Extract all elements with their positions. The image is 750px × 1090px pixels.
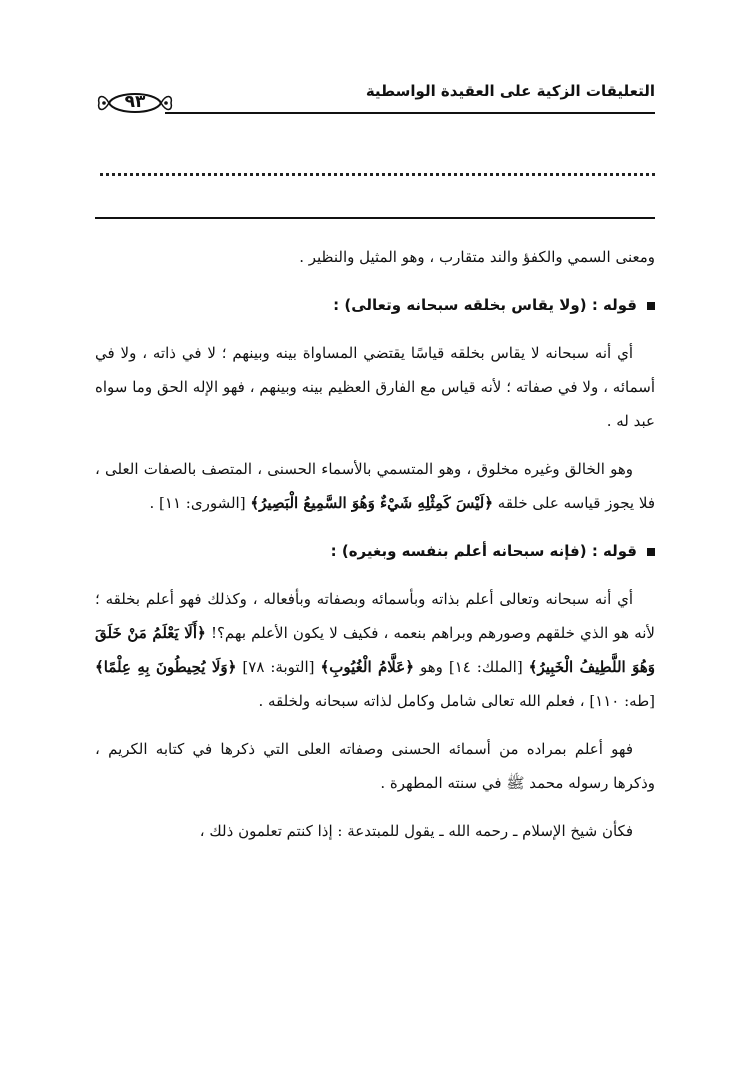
verse-reference: [الملك: ١٤] وهو: [419, 658, 523, 676]
heading-text: قوله : (ولا يقاس بخلقه سبحانه وتعالى) :: [333, 296, 637, 314]
section-rule: [95, 217, 655, 219]
paragraph: أي أنه سبحانه لا يقاس بخلقه قياسًا يقتضي المساواة بينه وبينهم ؛ لا في ذاته ، ولا في أسمائه ، ولا في صفاته ؛ لأنه قياس مع الفارق العظيم بينه وبينهم ، فهو الإله الحق وما سواه عبد له .: [95, 344, 655, 430]
verse-reference: [التوبة: ٧٨]: [242, 658, 315, 676]
quran-verse: ﴿وَلَا يُحِيطُونَ بِهِ عِلْمًا﴾: [95, 658, 237, 676]
square-bullet-icon: [647, 548, 655, 556]
paragraph-text: أي أنه سبحانه وتعالى أعلم بذاته وبأسمائه وبصفاته وبأفعاله ، وكذلك فهو أعلم بخلقه ؛ لأنه هو الذي خلقهم وصورهم وبراهم بنعمه ، فكيف لا يكون الأعلم بهم؟!: [95, 590, 655, 642]
dotted-separator: [100, 173, 655, 176]
paragraph: [95, 452, 655, 520]
page-number: ٩٣: [124, 92, 146, 112]
page-body: [95, 240, 655, 862]
paragraph-text: وهو الخالق وغيره مخلوق ، وهو المتسمي بالأسماء الحسنى ، المتصف بالصفات العلى ، فلا يجوز قياسه على خلقه: [95, 460, 655, 512]
header-rule: [165, 112, 655, 114]
running-title: التعليقات الزكية على العقيدة الواسطية: [365, 82, 655, 100]
paragraph: فكأن شيخ الإسلام ـ رحمه الله ـ يقول للمبتدعة : إذا كنتم تعلمون ذلك ،: [199, 822, 633, 840]
square-bullet-icon: [647, 302, 655, 310]
verse-reference: [الشورى: ١١] .: [149, 494, 246, 512]
verse-reference: [طه: ١١٠] ، فعلم الله تعالى شامل وكامل لذاته سبحانه ولخلقه .: [258, 692, 655, 710]
paragraph: ومعنى السمي والكفؤ والند متقارب ، وهو المثيل والنظير .: [299, 248, 655, 266]
section-heading: [95, 534, 655, 568]
quran-verse: ﴿أَلَا يَعْلَمُ مَنْ خَلَقَ وَهُوَ اللَّطِيفُ الْخَبِيرُ﴾: [95, 624, 655, 676]
quran-verse: ﴿عَلَّامُ الْغُيُوبِ﴾: [320, 658, 414, 676]
heading-text: قوله : (فإنه سبحانه أعلم بنفسه وبغيره) :: [330, 542, 637, 560]
quran-verse: ﴿لَيْسَ كَمِثْلِهِ شَيْءٌ وَهُوَ السَّمِيعُ الْبَصِيرُ﴾: [250, 494, 493, 512]
paragraph: [95, 582, 655, 718]
page-number-badge: [95, 88, 175, 118]
section-heading: [95, 288, 655, 322]
paragraph: فهو أعلم بمراده من أسمائه الحسنى وصفاته العلى التي ذكرها في كتابه الكريم ، وذكرها رسوله محمد ﷺ في سنته المطهرة .: [95, 740, 655, 792]
